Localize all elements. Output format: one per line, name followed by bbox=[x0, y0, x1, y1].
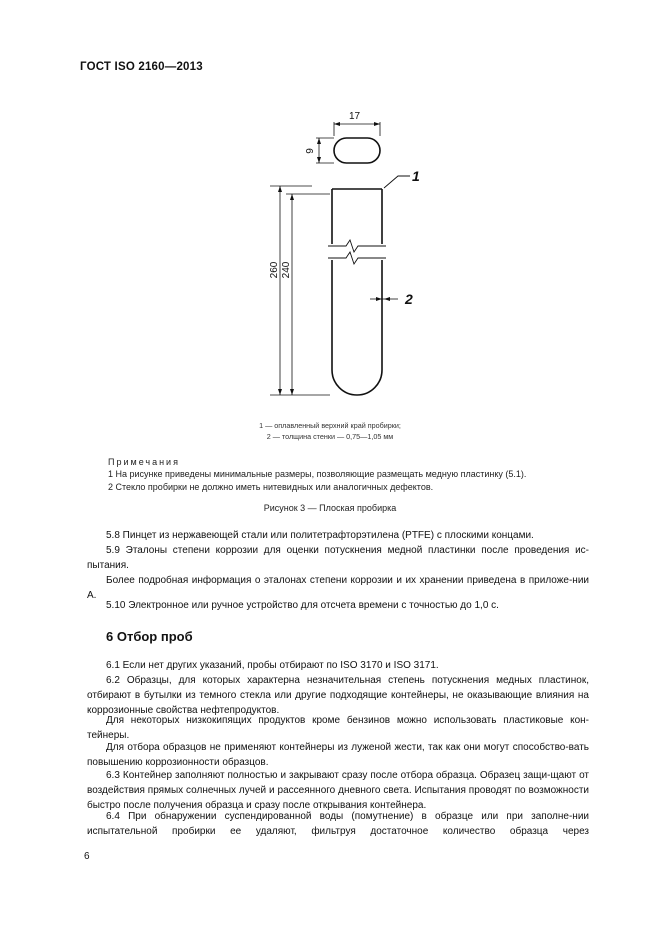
dim-width-label: 17 bbox=[349, 111, 361, 122]
dim-height-label: 9 bbox=[305, 148, 316, 154]
cross-section-shape bbox=[334, 138, 380, 163]
figure-legend-2: 2 — толщина стенки — 0,75—1,05 мм bbox=[266, 432, 394, 441]
paragraph: 5.8 Пинцет из нержавеющей стали или политетрафторэтилена (PTFE) с плоскими концами. bbox=[106, 530, 534, 541]
document-header: ГОСТ ISO 2160—2013 bbox=[80, 61, 203, 73]
paragraph: 6.4 При обнаружении суспендированной воды (помутнение) в образце или при заполне-нии испытательной пробирки ее удаляют, фильтруя достаточное количество образца через bbox=[87, 811, 589, 837]
callout-1: 1 bbox=[412, 168, 420, 184]
dim-inner-length-label: 240 bbox=[281, 261, 292, 279]
note-1: 1 На рисунке приведены минимальные размеры, позволяющие размещать медную пластинку (5.1). bbox=[108, 469, 527, 479]
paragraph: Для некоторых низкокипящих продуктов кроме бензинов можно использовать пластиковые кон-тейнеры. bbox=[87, 715, 589, 741]
paragraph: 6.3 Контейнер заполняют полностью и закрывают сразу после отбора образца. Образец защи-щают от воздействия прямых солнечных лучей и рассеянного дневного света. Испытания проводят по возможности быстро после получения образца и сразу после открывания контейнера. bbox=[87, 770, 589, 811]
paragraph: Более подробная информация о эталонах степени коррозии и их хранении приведена в приложе-нии А. bbox=[87, 575, 589, 601]
paragraph: 6.1 Если нет других указаний, пробы отбирают по ISO 3170 и ISO 3171. bbox=[106, 660, 439, 671]
note-2: 2 Стекло пробирки не должно иметь нитевидных или аналогичных дефектов. bbox=[108, 482, 434, 492]
figure-caption: Рисунок 3 — Плоская пробирка bbox=[263, 503, 397, 513]
page-number: 6 bbox=[84, 851, 90, 862]
notes-title: Примечания bbox=[108, 457, 180, 467]
paragraph: Для отбора образцов не применяют контейнеры из луженой жести, так как они могут способство-вать повышению коррозионности образцов. bbox=[87, 742, 589, 768]
paragraph: 6.2 Образцы, для которых характерна незначительная степень потускнения медных пластинок, отбирают в бутылки из темного стекла или другие подходящие контейнеры, не оказывающие влияния на коррозионные свойства нефтепродуктов. bbox=[87, 675, 589, 716]
paragraph: 5.9 Эталоны степени коррозии для оценки потускнения медной пластинки после проведения ис-пытания. bbox=[87, 545, 589, 571]
flat-tube-drawing bbox=[250, 100, 450, 410]
figure-legend-1: 1 — оплавленный верхний край пробирки; bbox=[259, 421, 401, 430]
paragraph: 5.10 Электронное или ручное устройство для отсчета времени с точностью до 1,0 с. bbox=[106, 600, 499, 611]
dim-total-length-label: 260 bbox=[269, 261, 280, 279]
callout-2: 2 bbox=[405, 291, 413, 307]
section-heading: 6 Отбор проб bbox=[106, 629, 193, 644]
